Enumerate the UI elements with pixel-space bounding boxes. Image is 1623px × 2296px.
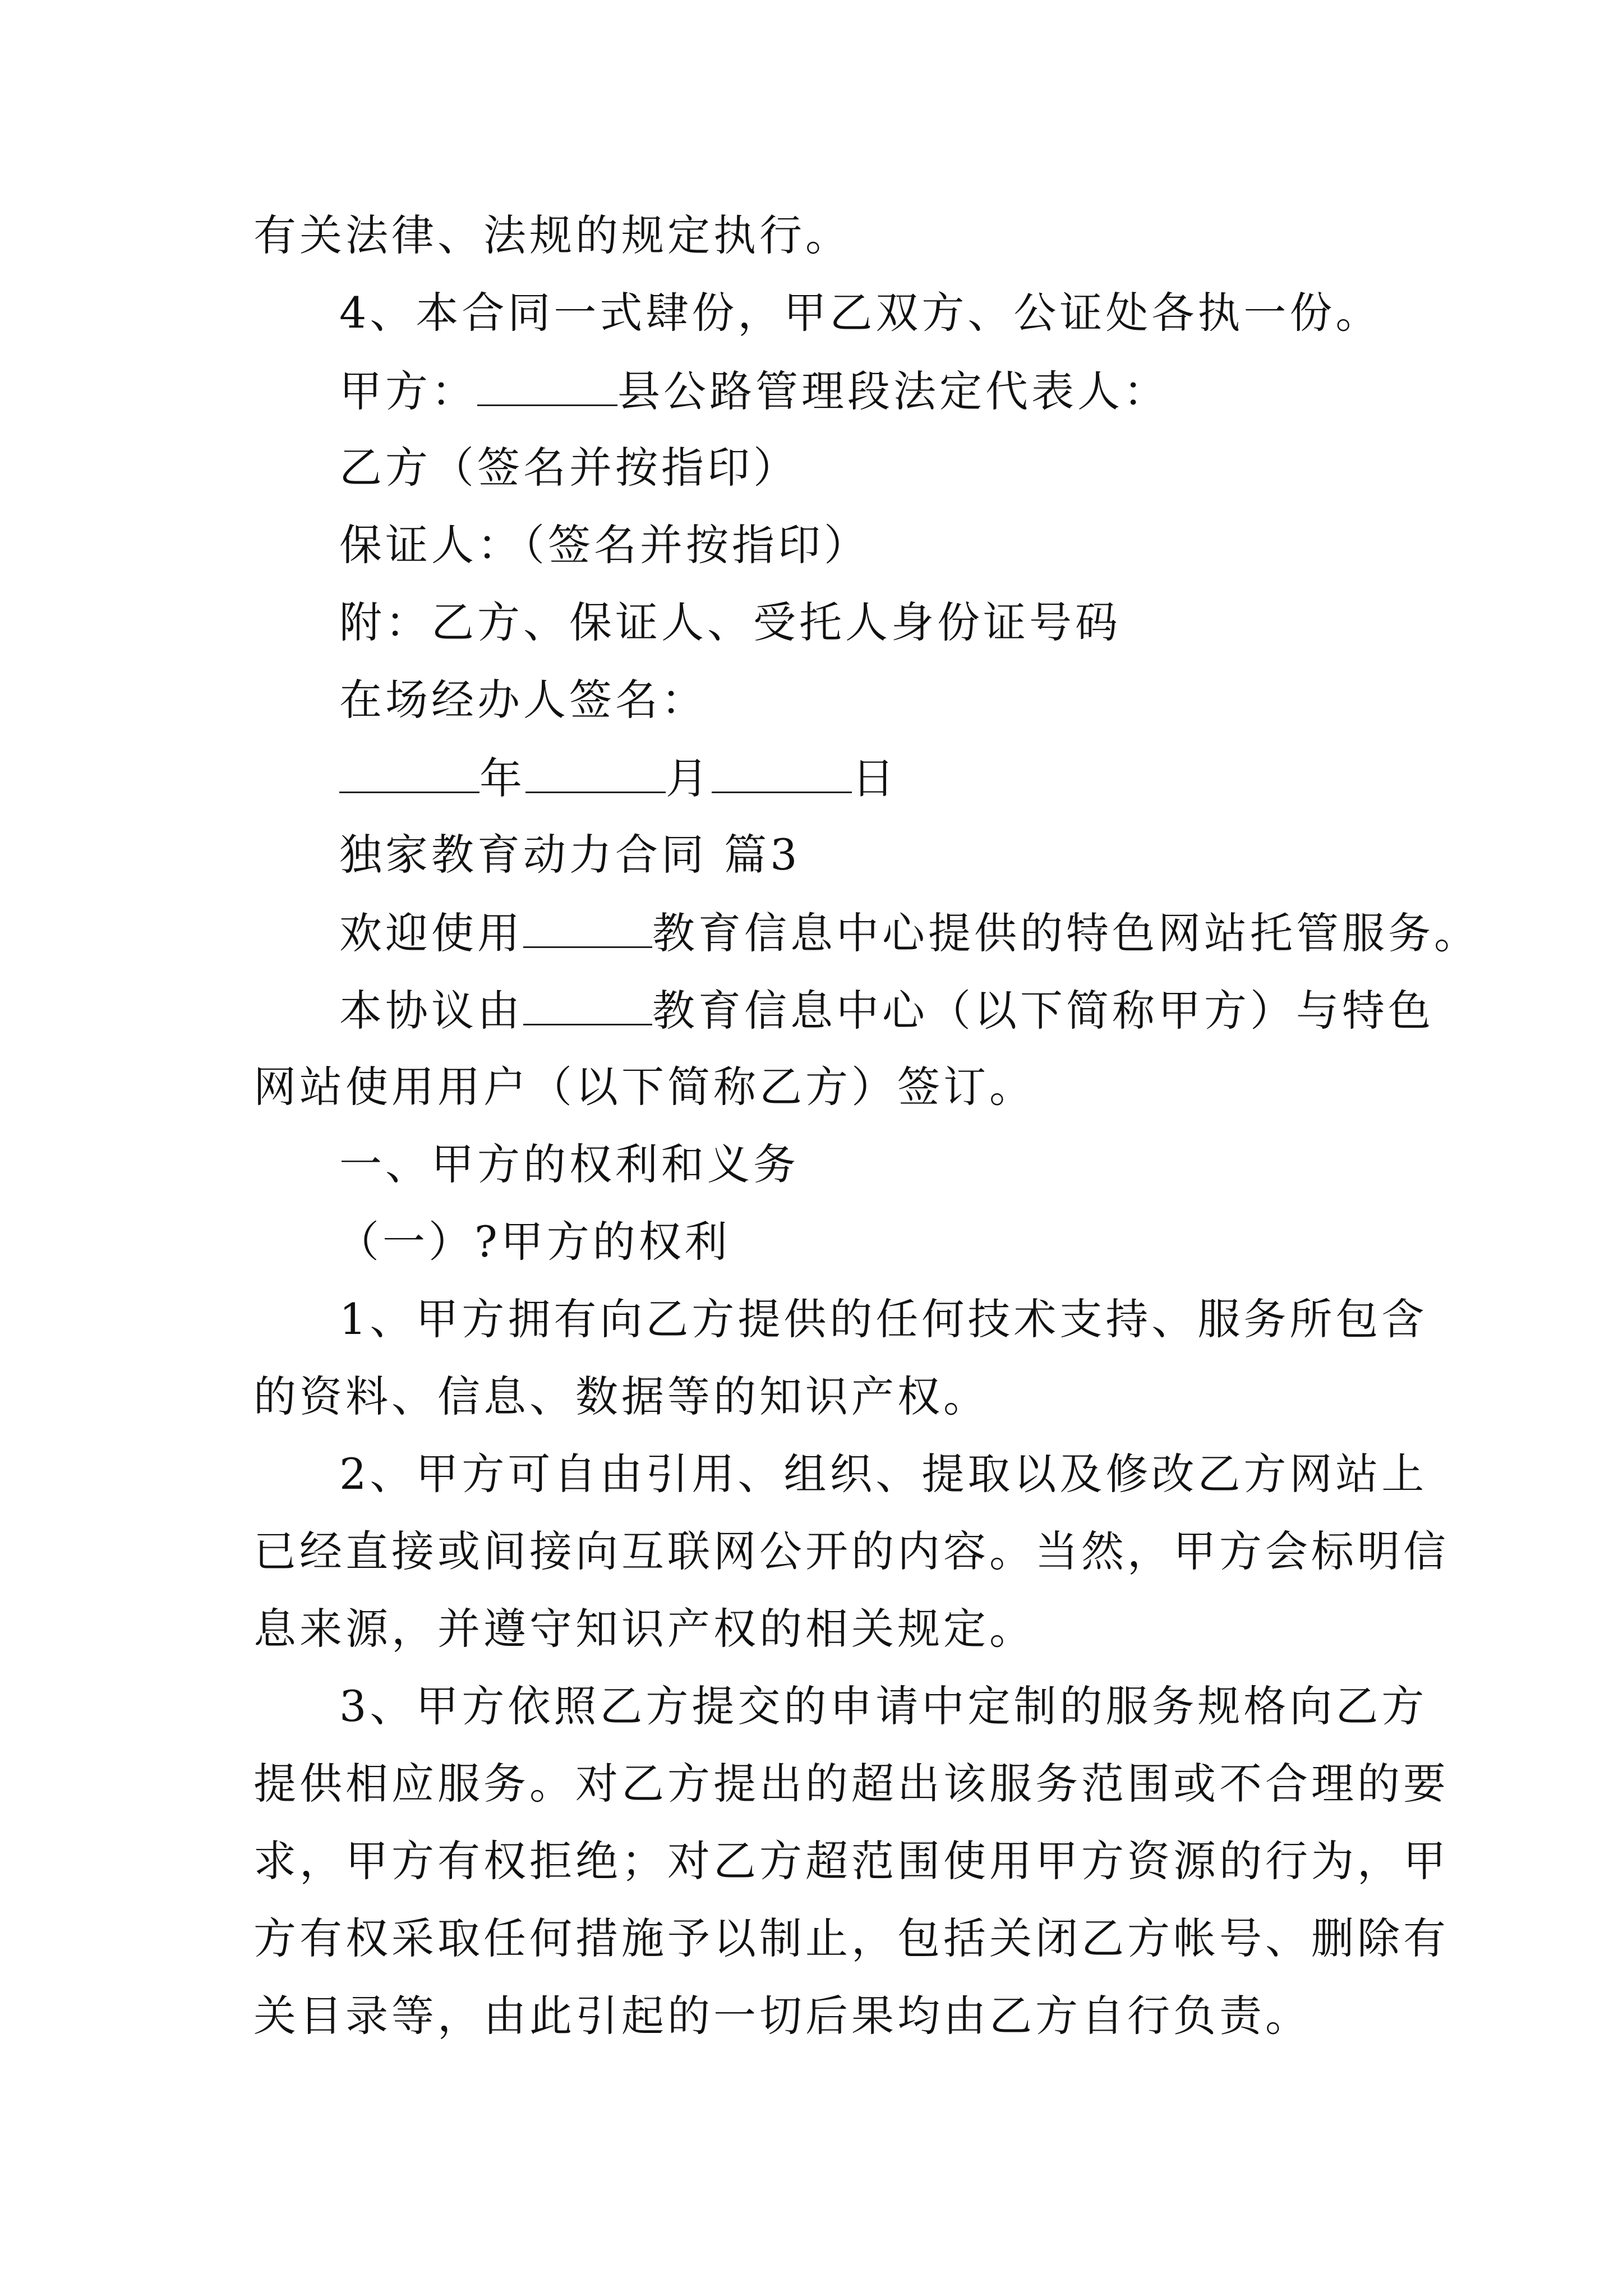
text-line: 在场经办人签名： (339, 675, 707, 725)
party-a-suffix: 县公路管理段法定代表人： (617, 366, 1169, 416)
text-line: 有关法律、法规的规定执行。 (253, 210, 851, 260)
welcome-line (339, 907, 1480, 959)
agreement-prefix: 本协议由 (339, 986, 523, 1036)
blank-field (523, 984, 652, 1025)
day-label: 日 (852, 753, 898, 803)
blank-field (525, 752, 666, 793)
text-line: 的资料、信息、数据等的知识产权。 (253, 1372, 989, 1421)
date-line (339, 752, 898, 804)
month-label: 月 (666, 753, 712, 803)
blank-field (712, 752, 852, 793)
welcome-suffix: 教育信息中心提供的特色网站托管服务。 (652, 908, 1480, 958)
blank-field (477, 365, 617, 406)
text-line: 3、甲方依照乙方提交的申请中定制的服务规格向乙方 (339, 1681, 1428, 1731)
welcome-prefix: 欢迎使用 (339, 908, 523, 958)
year-label: 年 (479, 753, 525, 803)
text-line: 关目录等，由此引起的一切后果均由乙方自行负责。 (253, 1991, 1311, 2041)
party-a-line (339, 365, 1169, 417)
text-line: 求，甲方有权拒绝；对乙方超范围使用甲方资源的行为，甲 (253, 1836, 1449, 1886)
text-line: 4、本合同一式肆份，甲乙双方、公证处各执一份。 (339, 288, 1382, 338)
text-line: 附：乙方、保证人、受托人身份证号码 (339, 597, 1121, 647)
text-line: 已经直接或间接向互联网公开的内容。当然，甲方会标明信 (253, 1526, 1449, 1576)
blank-field (523, 907, 652, 948)
text-line: 2、甲方可自由引用、组织、提取以及修改乙方网站上 (339, 1449, 1428, 1499)
text-line: 保证人：（签名并按指印） (339, 520, 870, 570)
section-heading: 独家教育动力合同 篇3 (339, 830, 801, 880)
text-line: 网站使用用户（以下简称乙方）签订。 (253, 1062, 1035, 1112)
party-a-prefix: 甲方： (339, 366, 477, 416)
text-line: 息来源，并遵守知识产权的相关规定。 (253, 1604, 1035, 1654)
text-line: 方有权采取任何措施予以制止，包括关闭乙方帐号、删除有 (253, 1913, 1449, 1963)
agreement-line (339, 984, 1434, 1036)
text-line: 一、甲方的权利和义务 (339, 1139, 799, 1189)
text-line: （一）?甲方的权利 (336, 1217, 731, 1267)
agreement-suffix: 教育信息中心（以下简称甲方）与特色 (652, 986, 1434, 1036)
text-line: 1、甲方拥有向乙方提供的任何技术支持、服务所包含 (339, 1294, 1428, 1344)
text-line: 乙方（签名并按指印） (339, 443, 799, 493)
blank-field (339, 752, 479, 793)
text-line: 提供相应服务。对乙方提出的超出该服务范围或不合理的要 (253, 1759, 1449, 1809)
